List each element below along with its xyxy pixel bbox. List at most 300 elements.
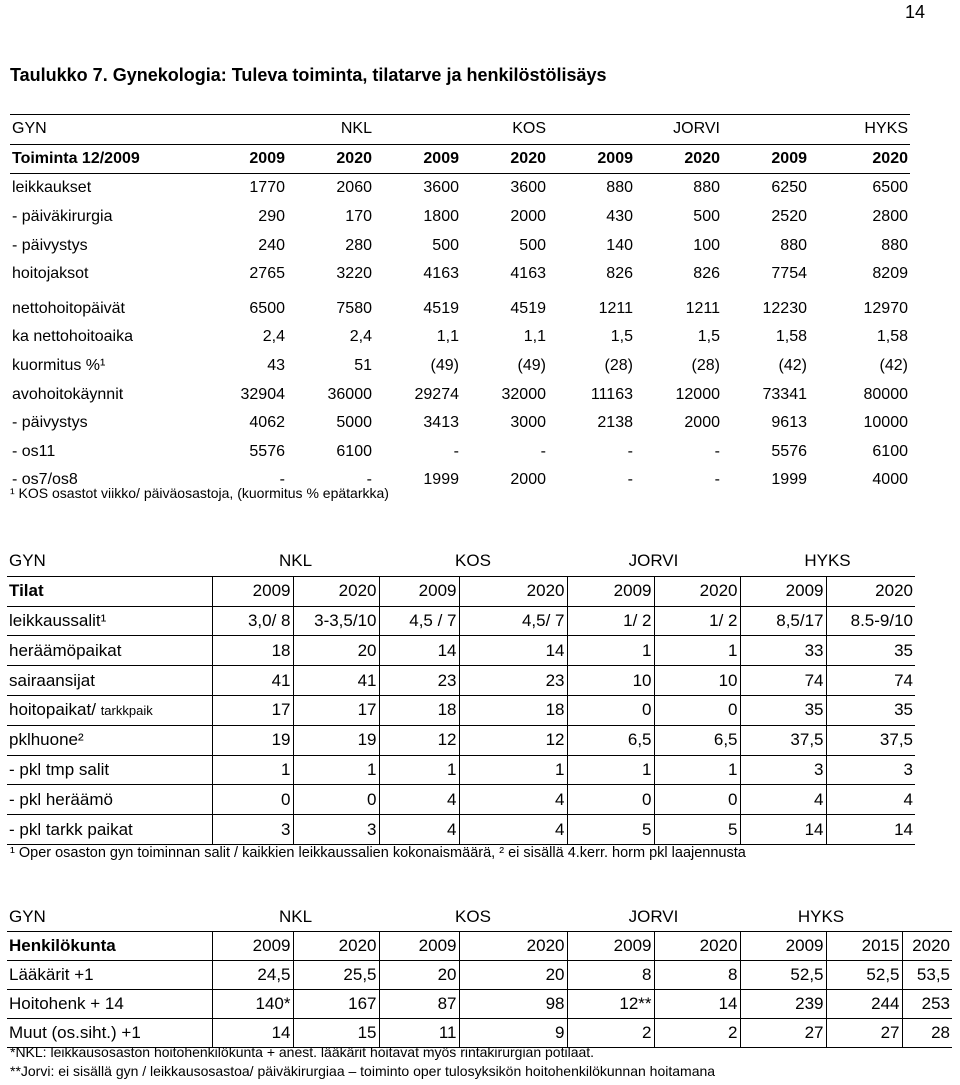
- row-label: [10, 260, 200, 295]
- group-header-kos: KOS: [374, 115, 548, 145]
- row-label: [7, 695, 212, 725]
- row-label: [10, 295, 200, 324]
- row-label-text: nettohoitopäivät: [12, 299, 125, 317]
- value-cell: 12: [379, 725, 459, 755]
- value-cell: 8.5-9/10: [826, 606, 915, 636]
- table-row: [10, 380, 910, 409]
- value-cell: 41: [293, 666, 379, 696]
- value-cell: 11163: [590, 385, 633, 403]
- value-cell: 2,4: [262, 328, 285, 346]
- value-cell: 25,5: [293, 961, 379, 990]
- facilities-table: [7, 547, 915, 845]
- value-cell: 6100: [872, 442, 908, 460]
- value-cell: 290: [258, 208, 285, 226]
- row-label-small: tarkkpaik: [100, 703, 153, 719]
- value-cell: 12**: [567, 990, 654, 1019]
- value-cell: -: [627, 442, 633, 460]
- row-label: [7, 755, 212, 785]
- value-cell: 500: [519, 236, 546, 254]
- year-cell: 2009: [740, 932, 826, 961]
- value-cell: 880: [780, 236, 807, 254]
- value-cell: 4: [379, 815, 459, 845]
- value-cell: 3413: [423, 414, 459, 432]
- group-header-kos: KOS: [455, 551, 491, 571]
- row-label: [7, 606, 212, 636]
- year-cell: 2020: [459, 932, 567, 961]
- value-cell: 1211: [685, 299, 720, 317]
- value-cell: 12000: [675, 385, 720, 403]
- value-cell: -: [453, 442, 459, 460]
- value-cell: 167: [293, 990, 379, 1019]
- value-cell: 1: [379, 755, 459, 785]
- value-cell: 3600: [510, 179, 546, 197]
- value-cell: 8209: [872, 265, 908, 283]
- value-cell: 28: [902, 1019, 952, 1048]
- row-label: [7, 725, 212, 755]
- value-cell: 5000: [336, 414, 372, 432]
- year-cell: 2015: [826, 932, 902, 961]
- value-cell: 1,58: [876, 328, 908, 346]
- value-cell: 6,5: [567, 725, 654, 755]
- year-cell: 2009: [722, 144, 809, 174]
- row-label-text: Hoitohenk + 14: [9, 994, 124, 1013]
- value-cell: 11: [379, 1019, 459, 1048]
- value-cell: 4: [826, 785, 915, 815]
- value-cell: 18: [459, 695, 567, 725]
- value-cell: 4: [459, 815, 567, 845]
- value-cell: 826: [606, 265, 633, 283]
- group-header-jorvi: JORVI: [628, 907, 679, 926]
- value-cell: 6500: [249, 299, 285, 317]
- row-label: [7, 815, 212, 845]
- row-label: [7, 990, 212, 1019]
- year-cell: 2009: [567, 932, 654, 961]
- group-header-hyks: HYKS: [722, 115, 910, 145]
- value-cell: 1,5: [610, 328, 633, 346]
- value-cell: -: [540, 442, 546, 460]
- table-row: [10, 352, 910, 381]
- value-cell: 29274: [414, 385, 459, 403]
- value-cell: 500: [432, 236, 459, 254]
- value-cell: 1/ 2: [654, 606, 740, 636]
- row-label-text: hoitopaikat/: [9, 700, 96, 720]
- value-cell: 1800: [423, 208, 459, 226]
- value-cell: 74: [826, 666, 915, 696]
- year-cell: 2020: [459, 576, 567, 606]
- value-cell: 1: [293, 755, 379, 785]
- row-label-text: leikkaussalit¹: [9, 610, 107, 630]
- value-cell: 14: [740, 815, 826, 845]
- value-cell: 4: [379, 785, 459, 815]
- table-row: [7, 755, 915, 785]
- value-cell: 35: [826, 695, 915, 725]
- group-header-gyn: GYN: [9, 907, 46, 926]
- value-cell: 1: [654, 755, 740, 785]
- value-cell: 98: [459, 990, 567, 1019]
- year-cell: 2009: [548, 144, 635, 174]
- value-cell: 14: [459, 636, 567, 666]
- value-cell: 3600: [423, 179, 459, 197]
- value-cell: 2800: [872, 208, 908, 226]
- value-cell: 10000: [863, 414, 908, 432]
- value-cell: 51: [354, 357, 372, 375]
- year-cell: 2020: [809, 144, 910, 174]
- group-header-jorvi: JORVI: [628, 551, 679, 571]
- value-cell: 3-3,5/10: [293, 606, 379, 636]
- value-cell: 37,5: [826, 725, 915, 755]
- value-cell: 14: [826, 815, 915, 845]
- value-cell: 0: [567, 695, 654, 725]
- value-cell: 15: [293, 1019, 379, 1048]
- value-cell: 7754: [771, 265, 807, 283]
- value-cell: 36000: [327, 385, 372, 403]
- row-label: [10, 438, 200, 467]
- value-cell: (42): [778, 357, 807, 375]
- group-header-row: [7, 903, 952, 932]
- value-cell: 3000: [510, 414, 546, 432]
- value-cell: 35: [826, 636, 915, 666]
- value-cell: 1,1: [436, 328, 459, 346]
- row-label: [10, 231, 200, 260]
- row-label: [7, 961, 212, 990]
- value-cell: 4,5/ 7: [459, 606, 567, 636]
- value-cell: -: [714, 442, 720, 460]
- year-cell: 2020: [826, 576, 915, 606]
- value-cell: 52,5: [826, 961, 902, 990]
- table-row: [10, 231, 910, 260]
- value-cell: 880: [606, 179, 633, 197]
- row-label-text: Muut (os.siht.) +1: [9, 1023, 141, 1042]
- value-cell: 1,58: [775, 328, 807, 346]
- value-cell: 239: [740, 990, 826, 1019]
- year-cell: 2020: [461, 144, 548, 174]
- row-label-text: - pkl heräämö: [9, 789, 113, 809]
- value-cell: 19: [212, 725, 293, 755]
- value-cell: 19: [293, 725, 379, 755]
- row-label-text: pklhuone²: [9, 730, 84, 750]
- group-header-row: [7, 547, 915, 576]
- table-row: [7, 606, 915, 636]
- value-cell: 253: [902, 990, 952, 1019]
- value-cell: 4000: [872, 471, 908, 489]
- value-cell: 9: [459, 1019, 567, 1048]
- value-cell: 8,5/17: [740, 606, 826, 636]
- value-cell: 10: [654, 666, 740, 696]
- value-cell: 2000: [510, 471, 546, 489]
- value-cell: 5: [654, 815, 740, 845]
- value-cell: 14: [654, 990, 740, 1019]
- year-cell: 2009: [212, 932, 293, 961]
- empty-cell: [902, 903, 952, 932]
- value-cell: 280: [345, 236, 372, 254]
- value-cell: 2765: [249, 265, 285, 283]
- value-cell: 6500: [872, 179, 908, 197]
- value-cell: (49): [430, 357, 459, 375]
- value-cell: 20: [459, 961, 567, 990]
- row-label-text: kuormitus %¹: [12, 357, 106, 375]
- row-label-text: avohoitokäynnit: [12, 385, 124, 403]
- value-cell: 880: [881, 236, 908, 254]
- table-row: [7, 695, 915, 725]
- value-cell: 5: [567, 815, 654, 845]
- value-cell: 80000: [863, 385, 908, 403]
- value-cell: 24,5: [212, 961, 293, 990]
- value-cell: 826: [693, 265, 720, 283]
- value-cell: 6100: [336, 442, 372, 460]
- value-cell: 20: [293, 636, 379, 666]
- group-header-hyks: HYKS: [797, 907, 845, 926]
- value-cell: 500: [693, 208, 720, 226]
- value-cell: (28): [604, 357, 633, 375]
- table1-footnote: ¹ KOS osastot viikko/ päiväosastoja, (kuormitus % epätarkka): [10, 485, 389, 501]
- value-cell: 4: [740, 785, 826, 815]
- value-cell: 10: [567, 666, 654, 696]
- value-cell: 74: [740, 666, 826, 696]
- group-header-row: [10, 115, 910, 145]
- value-cell: 3: [826, 755, 915, 785]
- value-cell: 35: [740, 695, 826, 725]
- table-row: [10, 295, 910, 324]
- value-cell: (28): [691, 357, 720, 375]
- table3-footnote-1: *NKL: leikkausosaston hoitohenkilökunta + anest. lääkärit hoitavat myös rintakirurgian potilaat.: [10, 1044, 595, 1060]
- value-cell: 6250: [771, 179, 807, 197]
- row-label: [10, 352, 200, 381]
- year-cell: 2009: [379, 576, 459, 606]
- group-header-gyn: GYN: [9, 551, 46, 571]
- row-label-text: heräämöpaikat: [9, 640, 122, 660]
- year-cell: 2020: [654, 576, 740, 606]
- value-cell: 17: [293, 695, 379, 725]
- value-cell: 3: [293, 815, 379, 845]
- row-label: [10, 174, 200, 203]
- table2-footnote: ¹ Oper osaston gyn toiminnan salit / kaikkien leikkaussalien kokonaismäärä, ² ei sisällä 4.kerr. horm pkl laajennusta: [10, 845, 746, 861]
- value-cell: 8: [654, 961, 740, 990]
- row-label-text: - päivystys: [12, 414, 88, 432]
- value-cell: 12970: [863, 299, 908, 317]
- value-cell: 2000: [510, 208, 546, 226]
- year-cell: 2020: [635, 144, 722, 174]
- table-row: [7, 961, 952, 990]
- value-cell: 37,5: [740, 725, 826, 755]
- value-cell: 1770: [249, 179, 285, 197]
- value-cell: 1,5: [697, 328, 720, 346]
- group-header-kos: KOS: [455, 907, 491, 926]
- row-label: [10, 380, 200, 409]
- value-cell: 1999: [771, 471, 807, 489]
- row-label: [7, 636, 212, 666]
- value-cell: 2: [654, 1019, 740, 1048]
- value-cell: 0: [654, 695, 740, 725]
- value-cell: 12: [459, 725, 567, 755]
- value-cell: 18: [379, 695, 459, 725]
- row-label-text: ka nettohoitoaika: [12, 328, 133, 346]
- value-cell: 41: [212, 666, 293, 696]
- value-cell: 240: [258, 236, 285, 254]
- value-cell: 87: [379, 990, 459, 1019]
- table-row: [7, 990, 952, 1019]
- table-row: [7, 666, 915, 696]
- value-cell: 0: [293, 785, 379, 815]
- value-cell: 1211: [598, 299, 633, 317]
- value-cell: 2,4: [349, 328, 372, 346]
- value-cell: -: [279, 471, 285, 489]
- value-cell: 1/ 2: [567, 606, 654, 636]
- value-cell: 1: [212, 755, 293, 785]
- row-label: [10, 323, 200, 352]
- value-cell: 1,1: [523, 328, 546, 346]
- year-cell: 2009: [740, 576, 826, 606]
- year-cell: 2009: [379, 932, 459, 961]
- group-header-hyks: HYKS: [804, 551, 851, 571]
- table-row: [10, 260, 910, 295]
- value-cell: 4: [459, 785, 567, 815]
- year-cell: 2020: [654, 932, 740, 961]
- value-cell: 244: [826, 990, 902, 1019]
- row-label-text: - os7/os8: [12, 471, 78, 489]
- row-label: [10, 409, 200, 438]
- value-cell: 170: [345, 208, 372, 226]
- value-cell: 17: [212, 695, 293, 725]
- value-cell: 1999: [423, 471, 459, 489]
- year-header-row: [7, 576, 915, 606]
- value-cell: 6,5: [654, 725, 740, 755]
- row-label-text: - pkl tarkk paikat: [9, 819, 133, 839]
- value-cell: 1: [567, 636, 654, 666]
- group-header-nkl: NKL: [200, 115, 374, 145]
- value-cell: 43: [267, 357, 285, 375]
- value-cell: 2520: [771, 208, 807, 226]
- value-cell: 0: [654, 785, 740, 815]
- value-cell: 3,0/ 8: [212, 606, 293, 636]
- year-cell: 2009: [200, 144, 287, 174]
- value-cell: 1: [459, 755, 567, 785]
- table-row: [7, 725, 915, 755]
- year-header-row: [7, 932, 952, 961]
- value-cell: 27: [826, 1019, 902, 1048]
- value-cell: 32904: [240, 385, 285, 403]
- value-cell: 0: [567, 785, 654, 815]
- value-cell: 52,5: [740, 961, 826, 990]
- value-cell: 27: [740, 1019, 826, 1048]
- page-title: Taulukko 7. Gynekologia: Tuleva toiminta, tilatarve ja henkilöstölisäys: [10, 65, 607, 85]
- group-header-jorvi: JORVI: [548, 115, 722, 145]
- table-row: [10, 203, 910, 232]
- table-row: [7, 815, 915, 845]
- activity-table: [10, 114, 910, 495]
- page-number: 14: [905, 2, 926, 22]
- year-cell: 2020: [293, 576, 379, 606]
- value-cell: 1: [654, 636, 740, 666]
- table-row: [10, 323, 910, 352]
- value-cell: 2000: [684, 414, 720, 432]
- value-cell: -: [714, 471, 720, 489]
- value-cell: 73341: [762, 385, 807, 403]
- value-cell: 2: [567, 1019, 654, 1048]
- value-cell: 23: [459, 666, 567, 696]
- value-cell: 9613: [771, 414, 807, 432]
- value-cell: 7580: [336, 299, 372, 317]
- value-cell: 4519: [423, 299, 459, 317]
- value-cell: 430: [606, 208, 633, 226]
- value-cell: 32000: [501, 385, 546, 403]
- row-label-text: sairaansijat: [9, 670, 95, 690]
- value-cell: 33: [740, 636, 826, 666]
- value-cell: 53,5: [902, 961, 952, 990]
- value-cell: 18: [212, 636, 293, 666]
- value-cell: 8: [567, 961, 654, 990]
- value-cell: 3: [212, 815, 293, 845]
- row-label-text: - päiväkirurgia: [12, 208, 113, 226]
- row-label-text: - päivystys: [12, 236, 88, 254]
- value-cell: 880: [693, 179, 720, 197]
- value-cell: 14: [379, 636, 459, 666]
- year-cell: 2020: [293, 932, 379, 961]
- table-row: [10, 174, 910, 203]
- value-cell: 4163: [510, 265, 546, 283]
- year-cell: 2009: [212, 576, 293, 606]
- value-cell: 5576: [249, 442, 285, 460]
- value-cell: 4519: [510, 299, 546, 317]
- value-cell: 3: [740, 755, 826, 785]
- value-cell: (42): [879, 357, 908, 375]
- year-header-label: Henkilökunta: [7, 932, 212, 961]
- row-label-text: leikkaukset: [12, 179, 92, 197]
- year-cell: 2020: [287, 144, 374, 174]
- year-cell: 2020: [902, 932, 952, 961]
- value-cell: 3220: [336, 265, 372, 283]
- value-cell: 1: [567, 755, 654, 785]
- group-header-nkl: NKL: [278, 907, 313, 926]
- year-header-label: Toiminta 12/2009: [10, 144, 200, 174]
- value-cell: 23: [379, 666, 459, 696]
- table-row: [7, 785, 915, 815]
- value-cell: 14: [212, 1019, 293, 1048]
- value-cell: 4062: [249, 414, 285, 432]
- value-cell: 2060: [336, 179, 372, 197]
- table-row: [7, 636, 915, 666]
- row-label-text: hoitojaksot: [12, 265, 89, 283]
- group-header-nkl: NKL: [278, 551, 313, 571]
- row-label: [7, 666, 212, 696]
- value-cell: 4,5 / 7: [379, 606, 459, 636]
- value-cell: -: [366, 471, 372, 489]
- value-cell: 2138: [597, 414, 633, 432]
- row-label-text: - os11: [12, 442, 56, 460]
- row-label: [10, 203, 200, 232]
- value-cell: 4163: [423, 265, 459, 283]
- row-label: [7, 785, 212, 815]
- group-header-gyn: GYN: [10, 115, 200, 145]
- staff-table: [7, 903, 952, 1048]
- value-cell: 100: [693, 236, 720, 254]
- value-cell: 140: [606, 236, 633, 254]
- table-row: [10, 409, 910, 438]
- table-row: [10, 438, 910, 467]
- value-cell: 12230: [762, 299, 807, 317]
- value-cell: 20: [379, 961, 459, 990]
- year-header-row: [10, 144, 910, 174]
- row-label-text: - pkl tmp salit: [9, 759, 110, 779]
- value-cell: (49): [517, 357, 546, 375]
- year-cell: 2009: [374, 144, 461, 174]
- value-cell: -: [627, 471, 633, 489]
- value-cell: 140*: [212, 990, 293, 1019]
- row-label-text: Lääkärit +1: [9, 965, 94, 984]
- table3-footnote-2: **Jorvi: ei sisällä gyn / leikkausosastoa/ päiväkirurgiaa – toiminto oper tulosyksikön hoitohenkilökunnan hoitamana: [10, 1063, 716, 1079]
- value-cell: 0: [212, 785, 293, 815]
- year-cell: 2009: [567, 576, 654, 606]
- value-cell: 5576: [771, 442, 807, 460]
